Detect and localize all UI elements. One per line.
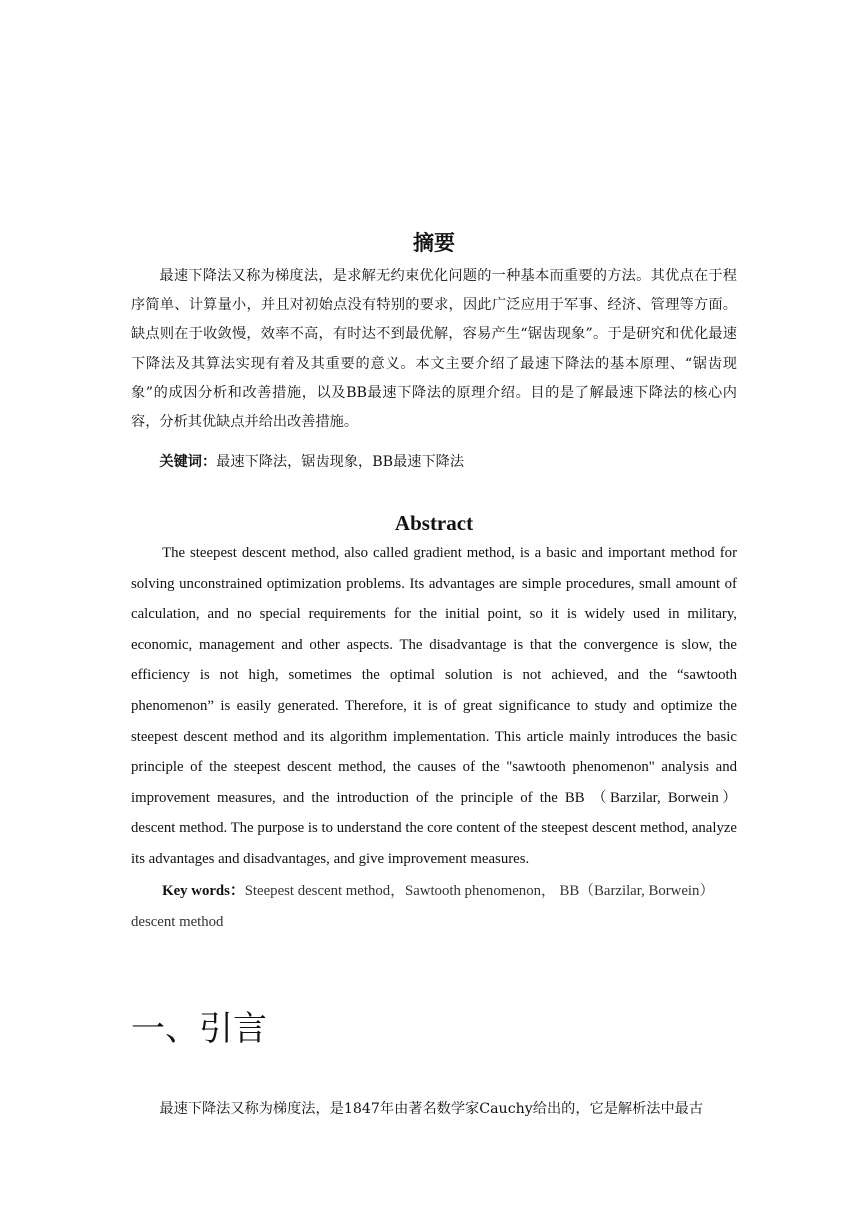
abstract-en-keywords — [131, 876, 737, 937]
abstract-en-title: Abstract — [394, 511, 474, 535]
abstract-en-body: The steepest descent method, also called gradient method, is a basic and important method for solving unconstrained optimization problems. Its advantages are simple procedures, small amount of calculation, and no special requirements for the initial point, so it is widely used in military, economic, management and other aspects. The disadvantage is that the convergence is slow, the efficiency is not high, sometimes the optimal solution is not achieved, and the “sawtooth phenomenon” is easily generated. Therefore, it is of great significance to study and optimize the steepest descent method and its algorithm implementation. This article mainly introduces the basic principle of the steepest descent method, the causes of the "sawtooth phenomenon" analysis and improvement measures, and the introduction of the principle of the BB （Barzilar, Borwein） descent method. The purpose is to understand the core content of the steepest descent method, analyze its advantages and disadvantages, and give improvement measures. — [131, 545, 737, 867]
introduction-first-line: 最速下降法又称为梯度法，是1847年由著名数学家Cauchy给出的，它是解析法中最古 — [159, 1101, 704, 1117]
section-heading-introduction: 一、引言 — [131, 1009, 267, 1049]
keywords-en-text: Steepest descent method，Sawtooth phenomenon， BB（Barzilar, Borwein） descent method — [131, 883, 715, 930]
abstract-zh-body: 最速下降法又称为梯度法，是求解无约束优化问题的一种基本而重要的方法。其优点在于程序简单、计算量小，并且对初始点没有特别的要求，因此广泛应用于军事、经济、管理等方面。缺点则在于收敛慢，效率不高，有时达不到最优解，容易产生“锯齿现象”。于是研究和优化最速下降法及其算法实现有着及其重要的意义。本文主要介绍了最速下降法的基本原理、“锯齿现象”的成因分析和改善措施，以及BB最速下降法的原理介绍。目的是了解最速下降法的核心内容，分析其优缺点并给出改善措施。 — [131, 268, 737, 431]
abstract-zh-keywords — [131, 448, 737, 476]
abstract-zh-title: 摘要 — [413, 231, 455, 255]
keywords-zh-text: 最速下降法，锯齿现象，BB最速下降法 — [216, 454, 465, 470]
keywords-en-label: Key words： — [162, 883, 245, 899]
keywords-zh-label: 关键词： — [159, 454, 217, 470]
